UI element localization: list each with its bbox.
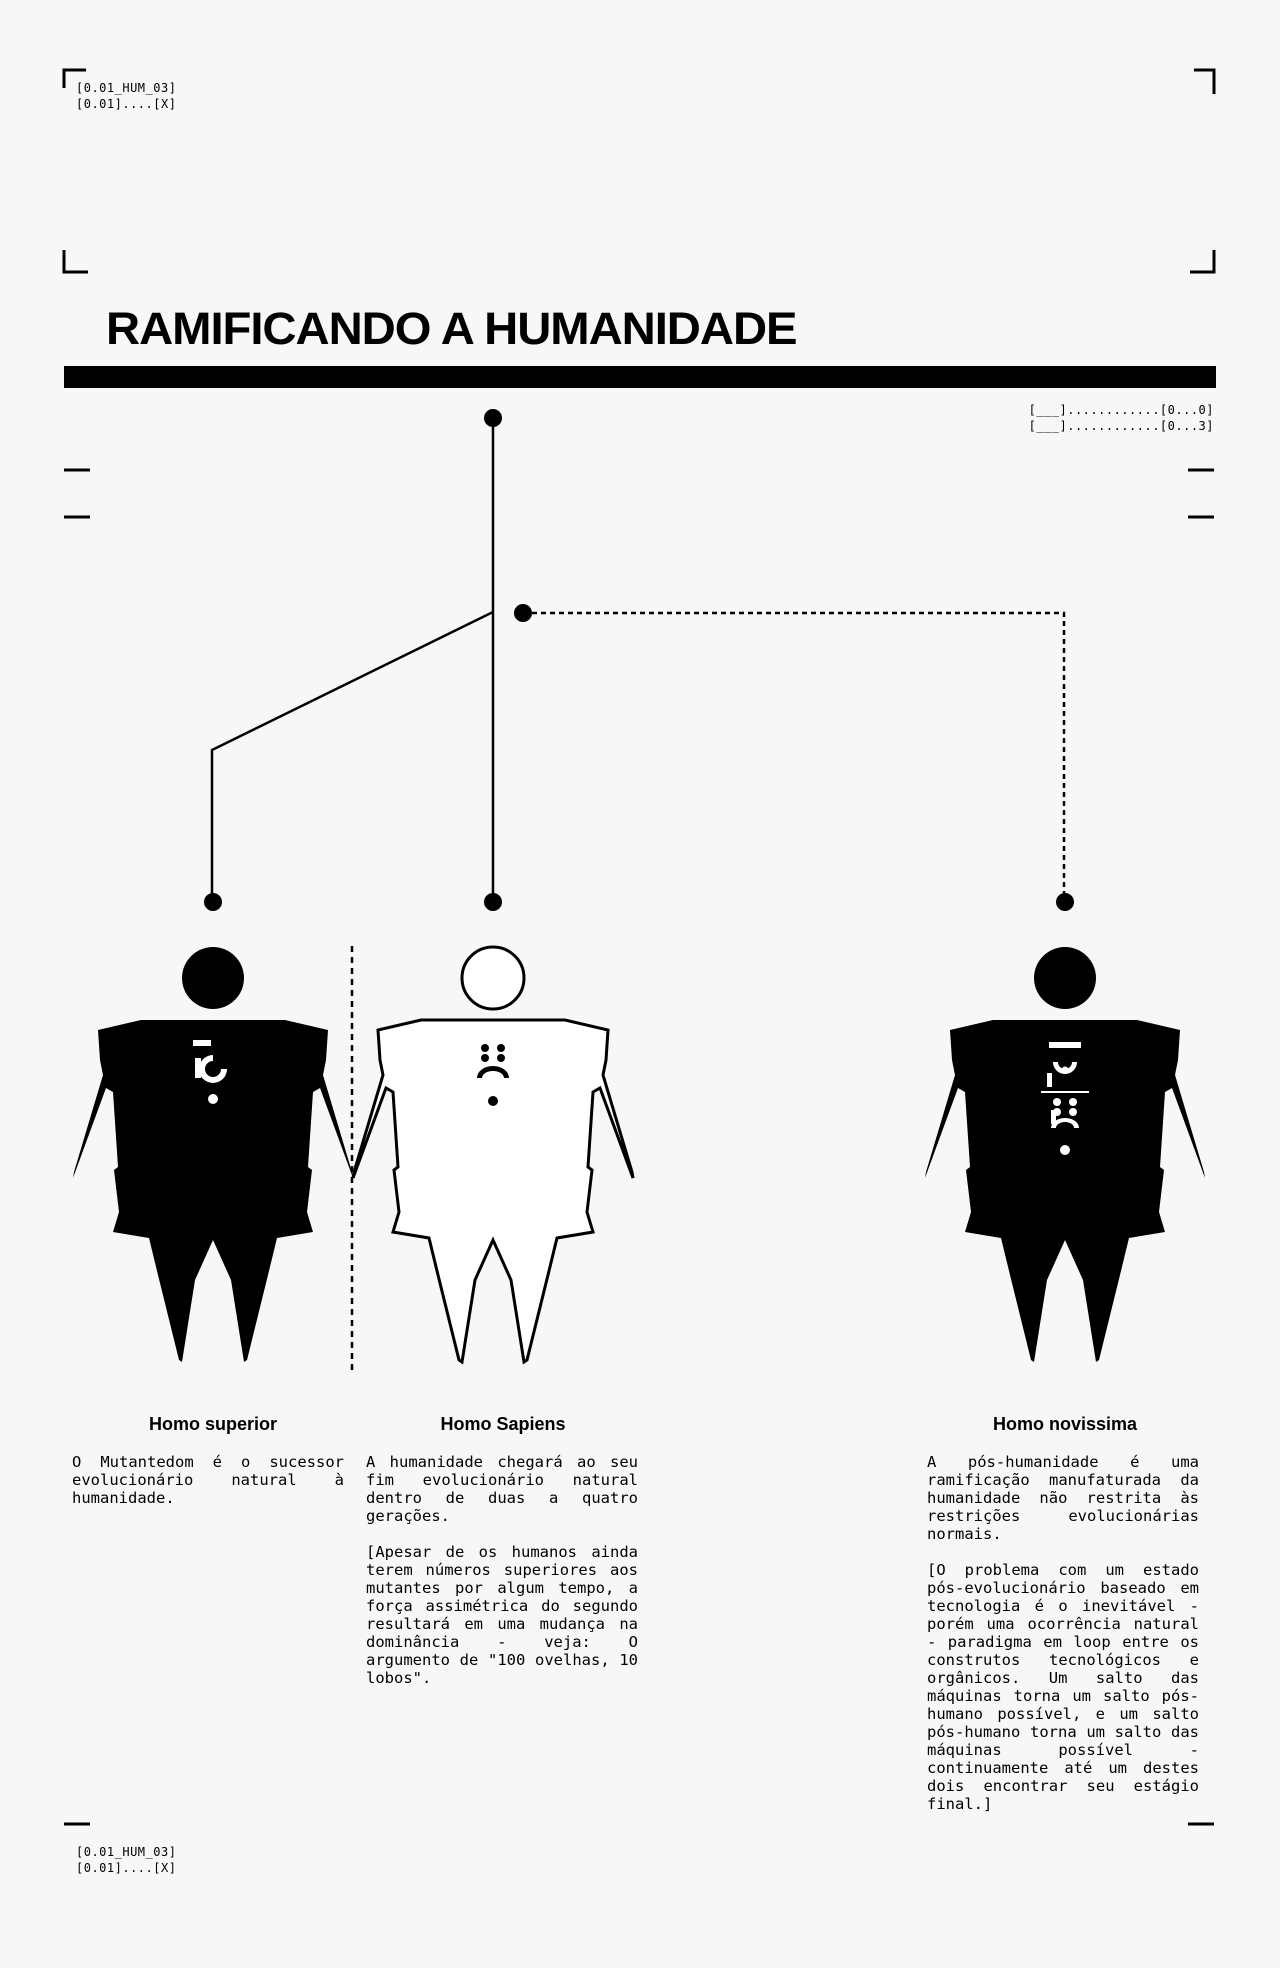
corner-brackets bbox=[64, 70, 1214, 272]
footer-code bbox=[76, 1844, 176, 1876]
node-novissima-branch bbox=[514, 604, 532, 622]
node-root bbox=[484, 409, 502, 427]
desc-paragraph: A pós-humanidade é uma ramificação manufaturada da humanidade não restrita às restrições evolucionárias normais. bbox=[927, 1453, 1199, 1543]
page-title: RAMIFICANDO A HUMANIDADE bbox=[106, 303, 797, 354]
figure-head bbox=[182, 947, 244, 1009]
index-code-line-1: [___]............[0...0] bbox=[1028, 403, 1214, 417]
footer-code-line-1: [0.01_HUM_03] bbox=[76, 1845, 177, 1859]
bracket-mid-right bbox=[1190, 250, 1214, 272]
label-homo-novissima: Homo novissima bbox=[992, 1414, 1138, 1434]
figure-body bbox=[353, 1020, 633, 1362]
figure-homo-sapiens bbox=[353, 947, 633, 1362]
figure-head bbox=[462, 947, 524, 1009]
index-code-line-2: [___]............[0...3] bbox=[1028, 419, 1214, 433]
desc-paragraph: A humanidade chegará ao seu fim evolucionário natural dentro de duas a quatro gerações. bbox=[366, 1453, 638, 1525]
desc-paragraph: [Apesar de os humanos ainda terem números superiores aos mutantes por algum tempo, a força assimétrica do segundo resultará em uma mudança na dominância - veja: O argumento de "100 ovelhas, 10 lobos". bbox=[366, 1543, 638, 1687]
branch-nodes bbox=[204, 409, 1074, 911]
node-novissima bbox=[1056, 893, 1074, 911]
bracket-top-right bbox=[1194, 70, 1214, 94]
figure-head bbox=[1034, 947, 1096, 1009]
figure-homo-novissima bbox=[925, 947, 1205, 1362]
desc-homo-sapiens bbox=[366, 1453, 638, 1687]
branch-novissima-line bbox=[523, 613, 1064, 902]
branch-superior-line bbox=[212, 612, 493, 902]
desc-paragraph: O Mutantedom é o sucessor evolucionário natural à humanidade. bbox=[72, 1453, 344, 1507]
node-superior bbox=[204, 893, 222, 911]
label-homo-superior: Homo superior bbox=[148, 1414, 277, 1434]
index-code bbox=[1029, 402, 1214, 434]
branch-tree bbox=[212, 418, 1064, 902]
figure-body bbox=[73, 1020, 353, 1362]
header-code-line-1: [0.01_HUM_03] bbox=[76, 81, 177, 95]
desc-paragraph: [O problema com um estado pós-evolucionário baseado em tecnologia é o inevitável - porém uma ocorrência natural - paradigma em loop entre os construtos tecnológicos e orgânicos. Um salto das máquinas torna um salto pós-humano possível, e um salto pós-humano torna um salto das máquinas possível - continuamente até um destes dois encontrar seu estágio final.] bbox=[927, 1561, 1199, 1813]
desc-homo-novissima bbox=[927, 1453, 1199, 1813]
bracket-mid-left bbox=[64, 250, 88, 272]
node-sapiens bbox=[484, 893, 502, 911]
label-homo-sapiens: Homo Sapiens bbox=[440, 1414, 566, 1434]
desc-homo-superior bbox=[72, 1453, 344, 1507]
title-bar bbox=[64, 366, 1216, 388]
figure-homo-superior bbox=[73, 947, 353, 1362]
footer-code-line-2: [0.01]....[X] bbox=[76, 1861, 177, 1875]
header-code-line-2: [0.01]....[X] bbox=[76, 97, 177, 111]
header-code bbox=[76, 80, 176, 112]
